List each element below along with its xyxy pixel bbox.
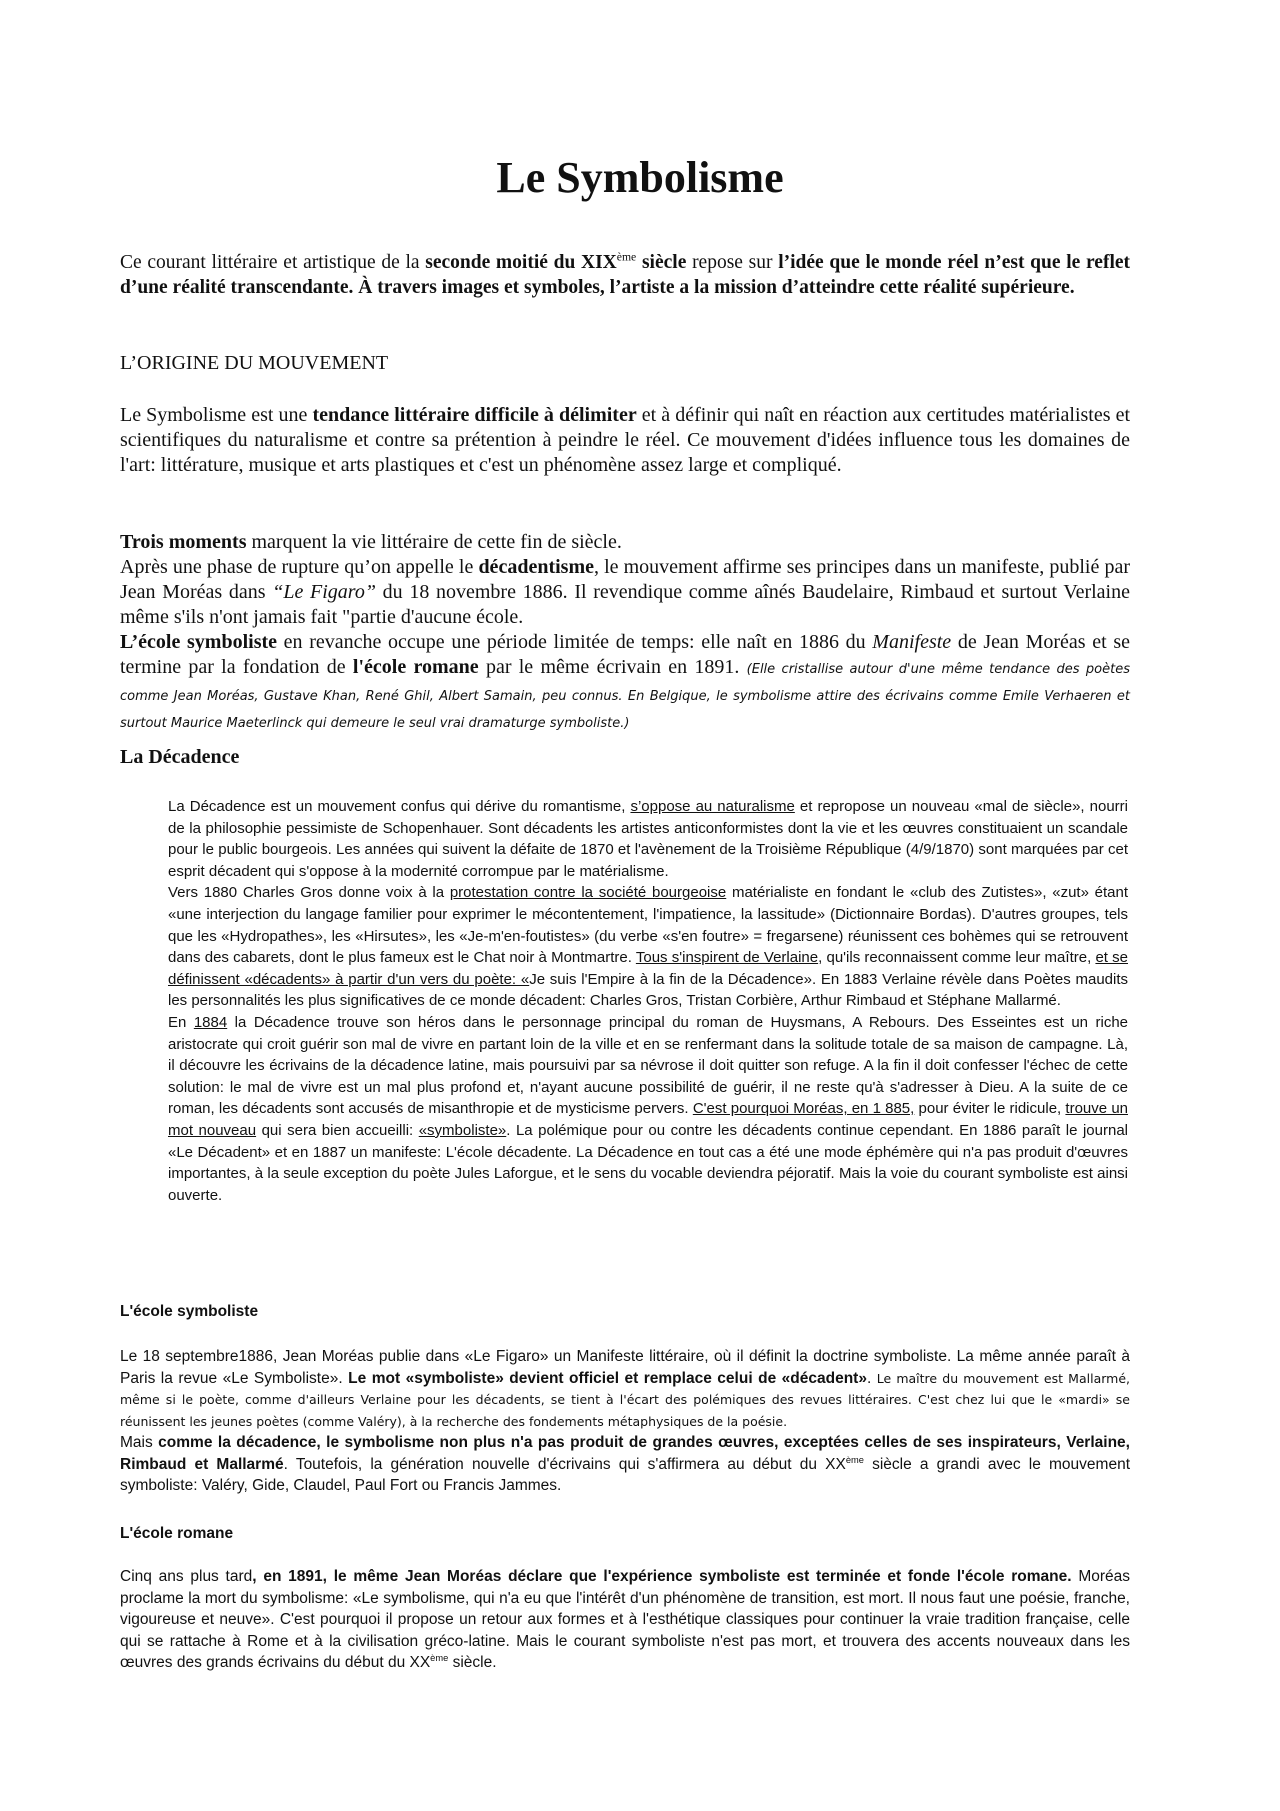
rom-text: Moréas proclame la mort du symbolisme: «Le symbolisme, qui n'a eu que l'intérêt d'un phénomène de transition, est mort. Il nous faut une poésie, franche, vigoureuse et neuve». C'est pourquoi il propose un retour aux formes et à l'esthétique classiques pour continuer la vraie tradition française, celle qui se rattache à Rome et à la civilisation gréco-latine. Mais le courant symboliste n'est pas mort, et trouvera des accents nouveaux dans les œuvres des grands écrivains du début du XX: [120, 1568, 1130, 1671]
section-heading-origin: L’ORIGINE DU MOUVEMENT: [120, 352, 389, 374]
dec-text: En: [168, 1013, 194, 1031]
moments-bold: l'école romane: [352, 656, 479, 678]
moments-note: (Elle cristallise autour d'une même tendance des poètes comme Jean Moréas, Gustave Khan, René Ghil, Albert Samain, peu connus. En Belgique, le symbolisme attire des écrivains comme Emile Verhaeren et surtout Maurice Maeterlinck qui demeure le seul vrai dramaturge symboliste.): [120, 662, 1130, 731]
moments-bold: L’école symboliste: [120, 631, 278, 653]
dec-underline: trouve un mot nouveau: [168, 1100, 1128, 1139]
sym-text: Mais: [120, 1434, 159, 1451]
intro-text: Ce courant littéraire et artistique de la: [120, 252, 426, 273]
sym-bold: Le mot «symboliste» devient officiel et remplace celui de «décadent»: [348, 1369, 867, 1387]
dec-text: qui sera bien accueilli:: [256, 1121, 419, 1139]
dec-underline: protestation contre la société bourgeoise: [449, 884, 727, 902]
dec-underline: C'est pourquoi Moréas, en 1 885,: [692, 1100, 915, 1118]
dec-text: Je suis l'Empire à la fin de la Décadence». En 1883 Verlaine révèle dans Poètes maudits les personnalités les plus significatives de ce monde décadent: Charles Gros, Tristan Corbière, Arthur Rimbaud et Stéphane Mallarmé.: [168, 970, 1128, 1010]
sym-text: Le 18 septembre1886, Jean Moréas publie dans «Le Figaro» un Manifeste littéraire, où il définit la doctrine symboliste. La même année paraît à Paris la revue «Le Symboliste».: [120, 1348, 1130, 1387]
dec-underline: et se définissent «décadents» à partir d'un vers du poète: «: [168, 949, 1128, 988]
symboliste-paragraph: [120, 1346, 1130, 1497]
moments-text: , le mouvement affirme ses principes dans un manifeste, publié par Jean Moréas dans: [120, 556, 1130, 603]
dec-underline: Tous s'inspirent de Verlaine: [635, 949, 819, 967]
moments-italic: “Le Figaro”: [272, 581, 376, 603]
moments-text: Après une phase de rupture qu’on appelle le: [120, 556, 479, 578]
rom-text: Cinq ans plus tard: [120, 1568, 253, 1585]
dec-text: , qu'ils reconnaissent comme leur maître,: [818, 949, 1096, 967]
romane-paragraph: [120, 1566, 1130, 1674]
sym-text: . Toutefois, la génération nouvelle d'écrivains qui s'affirmera au début du XX: [283, 1455, 846, 1473]
dec-text: pour éviter le ridicule,: [914, 1100, 1066, 1118]
moments-italic: Manifeste: [872, 631, 952, 653]
origin-paragraph: [120, 403, 1130, 478]
moments-text: en revanche occupe une période limitée de temps: elle naît en 1886 du: [277, 631, 873, 653]
intro-bold: siècle: [636, 252, 687, 273]
origin-text: et à définir qui naît en réaction aux certitudes matérialistes et scientifiques du naturalisme et contre sa prétention à peindre le réel. Ce mouvement d'idées influence tous les domaines de l'art: littérature, musique et arts plastiques et c'est un phénomène assez large et compliqué.: [120, 404, 1131, 476]
section-heading-symboliste: L'école symboliste: [120, 1303, 259, 1320]
sym-note: Le maître du mouvement est Mallarmé, même si le poète, comme d'ailleurs Verlaine pour les décadents, se tient à l'écart des polémiques des revues littéraires. C'est chez lui que le «mardi» se réunissent les jeunes poètes (comme Valéry), à la recherche des fondements métaphysiques de la poésie.: [120, 1370, 1130, 1429]
rom-sup: ème: [430, 1652, 449, 1663]
origin-text: Le Symbolisme est une: [120, 404, 313, 426]
moments-text: de Jean Moréas et se termine par la fondation de: [120, 631, 1130, 678]
sym-text: siècle a grandi avec le mouvement symboliste: Valéry, Gide, Claudel, Paul Fort ou Francis Jammes.: [120, 1455, 1131, 1494]
moments-text: par le même écrivain en 1891.: [478, 656, 747, 678]
intro-text: repose sur: [686, 252, 779, 273]
dec-underline: «symboliste»: [418, 1121, 507, 1139]
sym-bold: comme la décadence, le symbolisme non plus n'a pas produit de grandes œuvres, exceptées celles de ses inspirateurs, Verlaine, Rimbaud et Mallarmé: [120, 1434, 1130, 1473]
rom-text: siècle.: [448, 1654, 497, 1671]
sym-text: .: [866, 1369, 877, 1387]
intro-paragraph: [120, 250, 1130, 300]
section-heading-decadence: La Décadence: [120, 746, 240, 768]
dec-text: matérialiste en fondant le «club des Zutistes», «zut» étant «une interjection du langage familier pour exprimer le mécontentement, l'impatience, la lassitude» (Dictionnaire Bordas). D'autres groupes, tels que les «Hydropathes», les «Hirsutes», les «Je-m'en-foutistes» (du verbe «s'en foutre» = fregarsene) réunissent ces bohèmes qui se retrouvent dans des cabarets, dont le plus fameux est le Chat noir à Montmartre.: [168, 884, 1129, 967]
moments-paragraph: [120, 530, 1130, 736]
moments-bold: décadentisme: [478, 556, 594, 578]
dec-underline: 1884: [193, 1013, 228, 1031]
sym-sup: ème: [845, 1454, 864, 1465]
moments-bold: Trois moments: [120, 531, 247, 553]
dec-underline: s’oppose au naturalisme: [630, 798, 795, 815]
intro-sup: ème: [616, 250, 637, 264]
decadence-body: [168, 796, 1128, 1206]
moments-text: du 18 novembre 1886. Il revendique comme aînés Baudelaire, Rimbaud et surtout Verlaine même s'ils n'ont jamais fait "partie d'aucune école.: [120, 581, 1130, 628]
dec-text: la Décadence trouve son héros dans le personnage principal du roman de Huysmans, A Rebours. Des Esseintes est un riche aristocrate qui croit guérir son mal de vivre en partant loin de la ville et en se renfermant dans la solitude totale de sa maison de campagne. Là, il découvre les écrivains de la décadence latine, mais poursuivi par sa névrose il doit quitter son refuge. A la fin il doit confesser l'échec de cette solution: le mal de vivre est un mal plus profond et, n'ayant aucune possibilité de guérir, il ne reste qu'à s'adresser à Dieu. A la suite de ce roman, les décadents sont accusés de misanthropie et de mysticisme pervers.: [168, 1013, 1129, 1118]
dec-text: Vers 1880 Charles Gros donne voix à la: [168, 884, 450, 902]
page-title: Le Symbolisme: [496, 153, 784, 202]
intro-bold: l’idée que le monde réel n’est que le reflet d’une réalité transcendante. À travers images et symboles, l’artiste a la mission d’atteindre cette réalité supérieure.: [120, 252, 1131, 298]
intro-bold: seconde moitié du XIX: [425, 252, 617, 273]
section-heading-romane: L'école romane: [120, 1525, 234, 1542]
rom-bold: , en 1891, le même Jean Moréas déclare que l'expérience symboliste est terminée et fonde l'école romane.: [252, 1568, 1072, 1585]
dec-text: et repropose un nouveau «mal de siècle», nourri de la philosophie pessimiste de Schopenhauer. Sont décadents les artistes anticonformistes dont la vie et les œuvres constituaient un scandale pour le public bourgeois. Les années qui suivent la défaite de 1870 et l'avènement de la Troisième République (4/9/1870) sont marquées par cet esprit décadent qui s'oppose à la modernité corrompue par le matérialisme.: [168, 798, 1128, 880]
moments-text: marquent la vie littéraire de cette fin de siècle.: [246, 531, 622, 553]
dec-text: . La polémique pour ou contre les décadents continue cependant. En 1886 paraît le journal «Le Décadent» et en 1887 un manifeste: L'école décadente. La Décadence en tout cas a été une mode éphémère qui n'a pas produit d'œuvres importantes, à la seule exception du poète Jules Laforgue, et le sens du vocable deviendra péjoratif. Mais la voie du courant symboliste est ainsi ouverte.: [168, 1121, 1128, 1204]
origin-bold: tendance littéraire difficile à délimiter: [312, 404, 637, 426]
dec-text: La Décadence est un mouvement confus qui dérive du romantisme,: [168, 798, 631, 815]
